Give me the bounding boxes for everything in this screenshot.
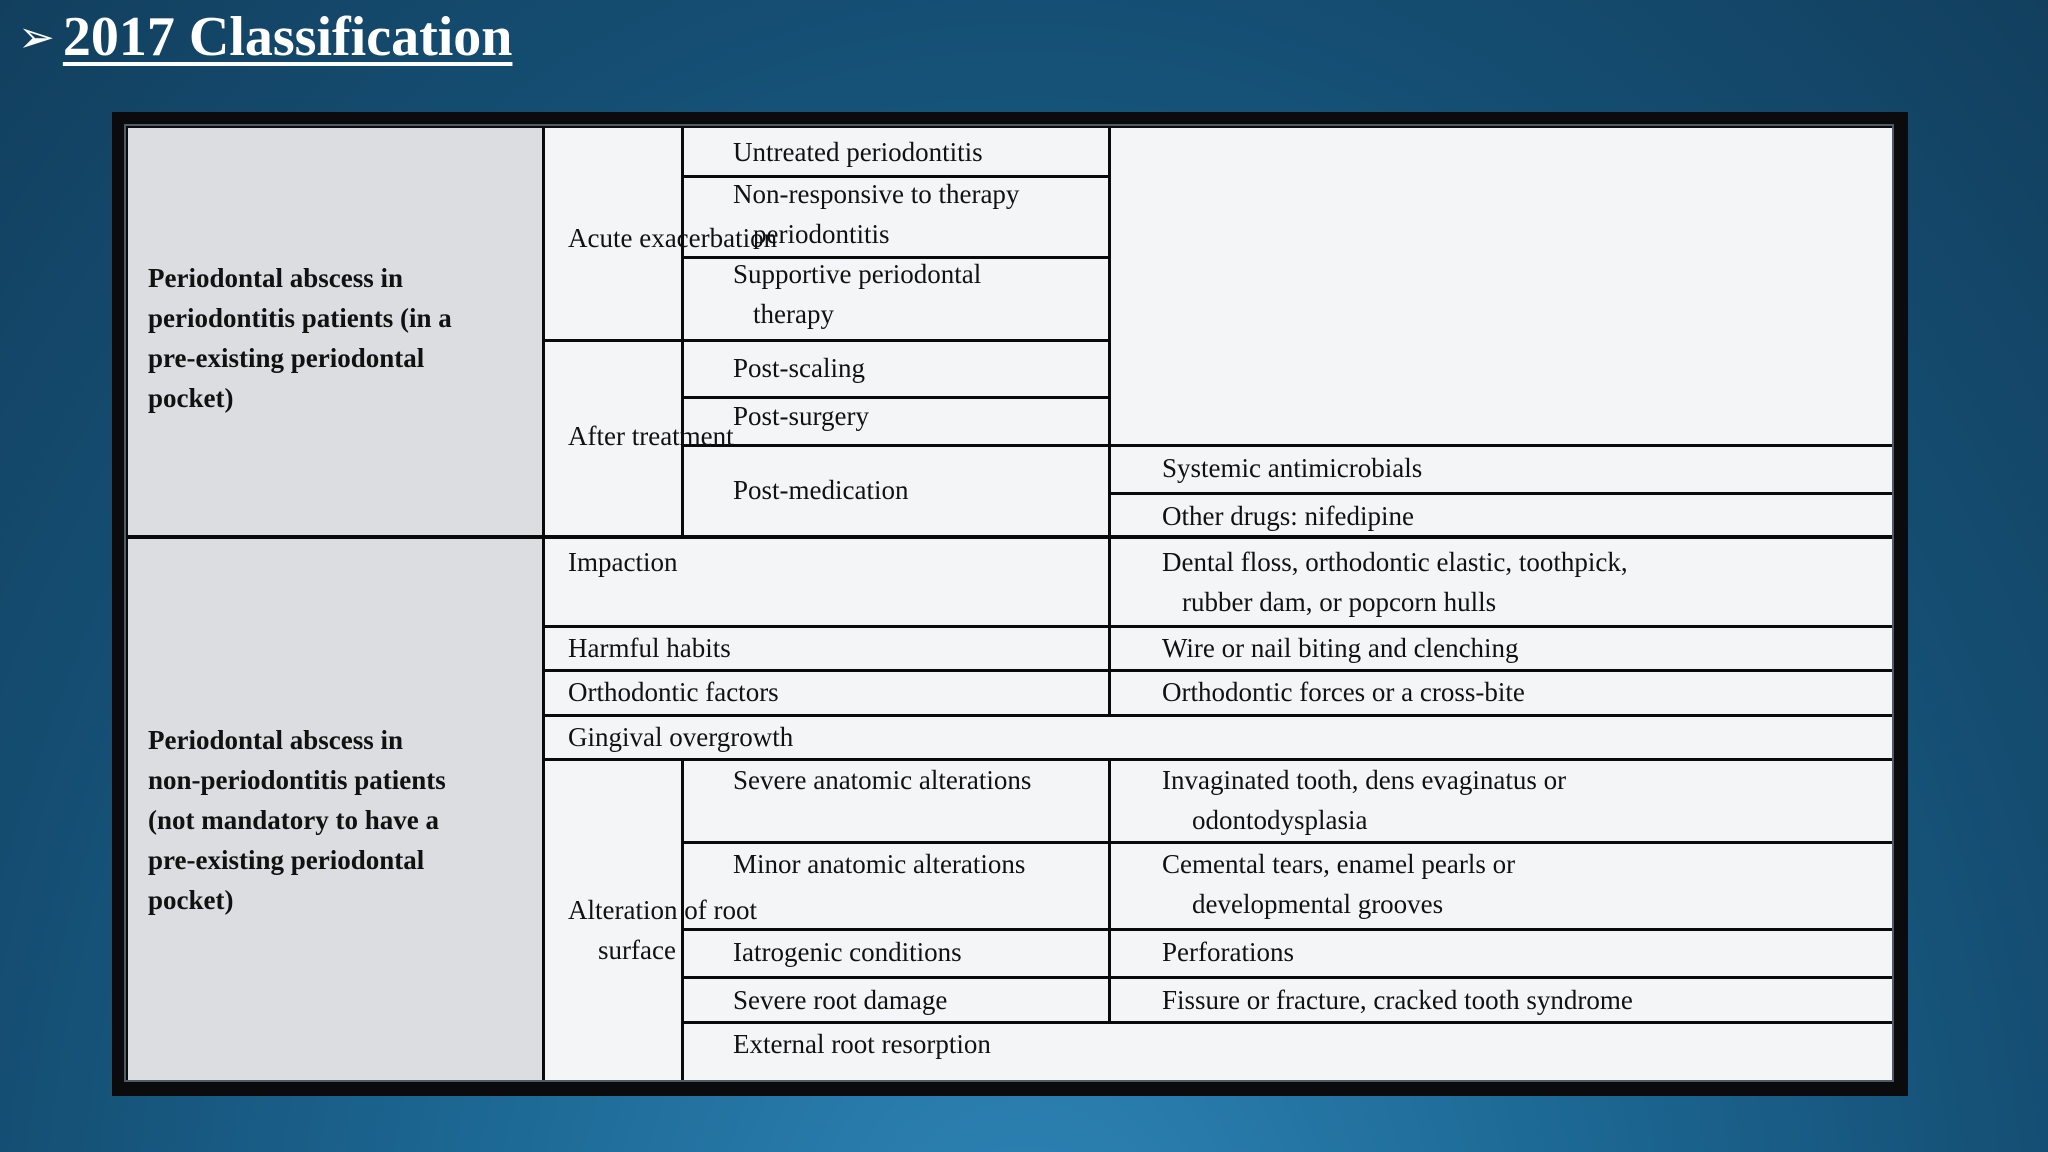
divider bbox=[542, 128, 545, 1080]
divider bbox=[1110, 492, 1892, 495]
slide-title-text: 2017 Classification bbox=[62, 6, 513, 68]
subcategory-severe-anatomic: Severe anatomic alterations bbox=[733, 765, 1032, 795]
divider bbox=[128, 535, 1892, 539]
subcategory-severe-root-damage: Severe root damage bbox=[733, 985, 948, 1015]
category-after-treatment: After treatment bbox=[568, 421, 734, 451]
category-impaction: Impaction bbox=[568, 547, 678, 577]
divider bbox=[682, 928, 1892, 931]
subcategory-iatrogenic: Iatrogenic conditions bbox=[733, 937, 962, 967]
detail-severe-anatomic: Invaginated tooth, dens evaginatus or odontodysplasia bbox=[1162, 765, 1567, 835]
detail-harmful-habits: Wire or nail biting and clenching bbox=[1162, 633, 1519, 663]
divider bbox=[1108, 759, 1111, 1023]
detail-severe-root-damage: Fissure or fracture, cracked tooth syndrome bbox=[1162, 985, 1633, 1015]
category-gingival-overgrowth: Gingival overgrowth bbox=[568, 722, 794, 752]
subcategory-non-responsive: Non-responsive to therapy periodontitis bbox=[733, 179, 1020, 249]
group-label-periodontitis: Periodontal abscess in periodontitis patients (in a pre-existing periodontal pocket) bbox=[148, 263, 452, 413]
subcategory-post-medication: Post-medication bbox=[733, 475, 909, 505]
slide-title bbox=[18, 2, 512, 72]
subcategory-post-surgery: Post-surgery bbox=[733, 401, 870, 431]
divider bbox=[681, 128, 684, 537]
detail-other-drugs: Other drugs: nifedipine bbox=[1162, 501, 1414, 531]
subcategory-external-root-resorption: External root resorption bbox=[733, 1029, 991, 1059]
divider bbox=[1108, 537, 1111, 715]
subcategory-supportive: Supportive periodontal therapy bbox=[733, 259, 982, 329]
detail-iatrogenic: Perforations bbox=[1162, 937, 1294, 967]
subcategory-untreated: Untreated periodontitis bbox=[733, 137, 983, 167]
classification-table bbox=[128, 128, 1892, 1080]
divider bbox=[1108, 128, 1111, 537]
detail-impaction: Dental floss, orthodontic elastic, toothpick, rubber dam, or popcorn hulls bbox=[1162, 547, 1628, 617]
subcategory-post-scaling: Post-scaling bbox=[733, 353, 865, 383]
group-label-non-periodontitis: Periodontal abscess in non-periodontitis patients (not mandatory to have a pre-existing periodontal pocket) bbox=[148, 725, 446, 915]
detail-orthodontic-factors: Orthodontic forces or a cross-bite bbox=[1162, 677, 1525, 707]
divider bbox=[682, 444, 1892, 447]
category-harmful-habits: Harmful habits bbox=[568, 633, 731, 663]
divider bbox=[682, 976, 1892, 979]
divider bbox=[544, 339, 1110, 342]
subcategory-minor-anatomic: Minor anatomic alterations bbox=[733, 849, 1026, 879]
category-orthodontic-factors: Orthodontic factors bbox=[568, 677, 779, 707]
detail-systemic-antimicrobials: Systemic antimicrobials bbox=[1162, 453, 1423, 483]
category-alteration-root-surface: Alteration of root surface bbox=[568, 895, 757, 965]
arrow-right-icon: ➢ bbox=[18, 11, 55, 63]
category-acute-exacerbation: Acute exacerbation bbox=[568, 223, 778, 253]
classification-table-frame bbox=[112, 112, 1908, 1096]
detail-minor-anatomic: Cemental tears, enamel pearls or developmental grooves bbox=[1162, 849, 1516, 919]
